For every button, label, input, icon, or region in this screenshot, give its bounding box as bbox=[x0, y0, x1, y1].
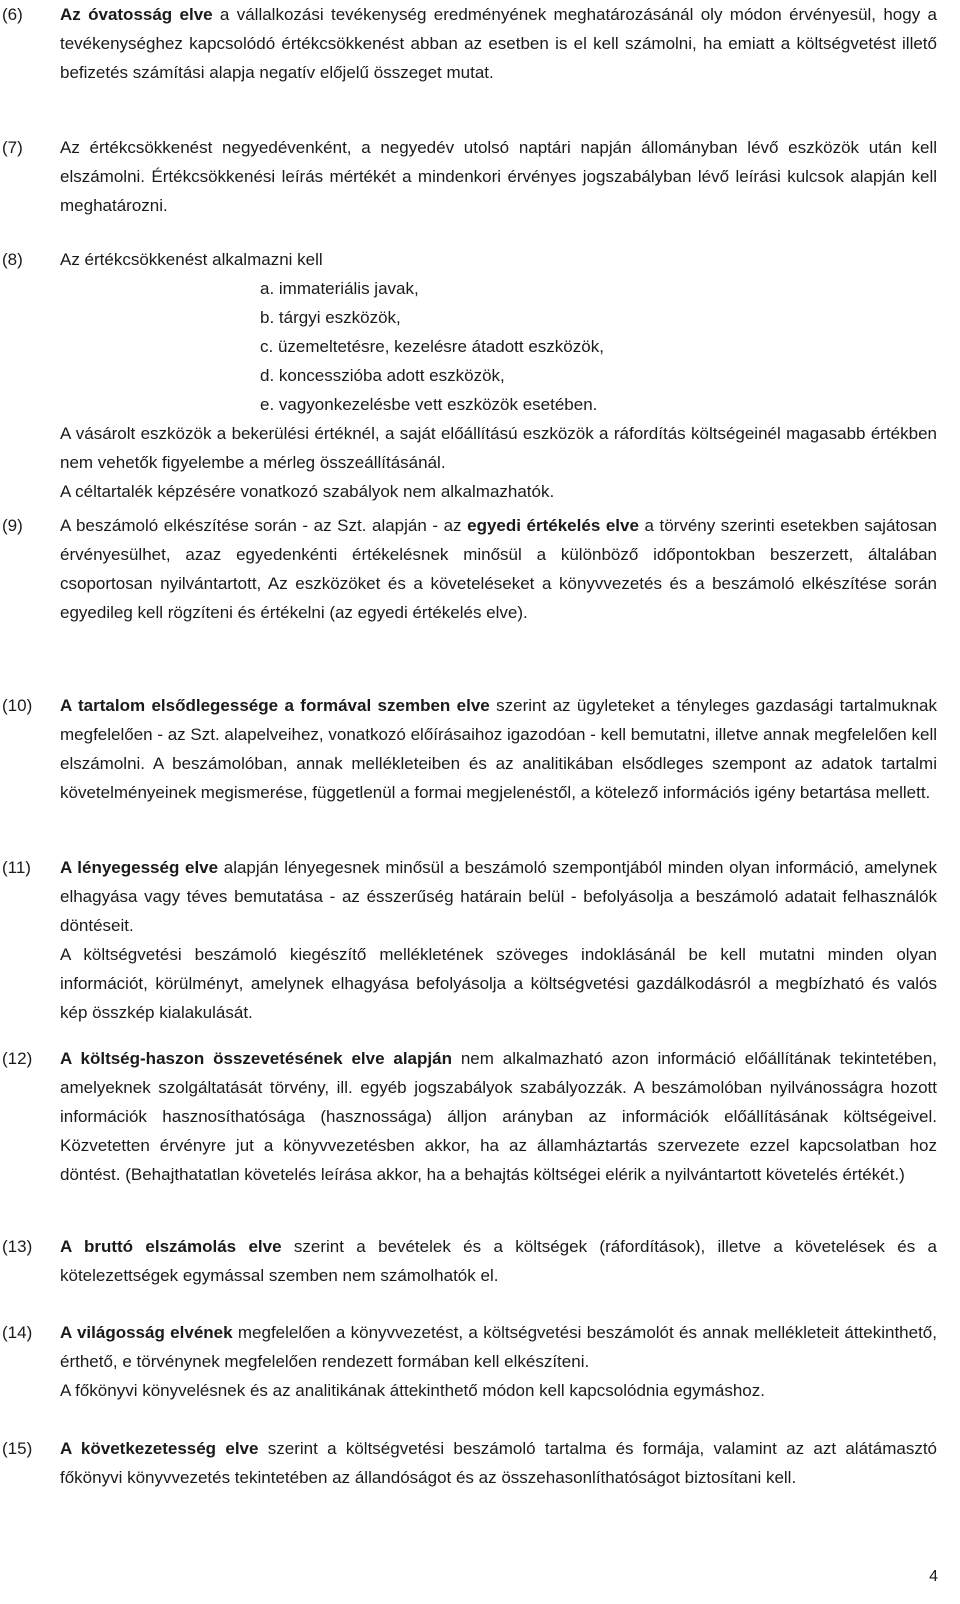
paragraph-text bbox=[60, 0, 937, 87]
paragraph-body bbox=[60, 133, 937, 220]
paragraph-body bbox=[60, 691, 937, 807]
paragraph-text bbox=[60, 1232, 937, 1290]
paragraph-text bbox=[60, 853, 937, 1027]
text-run: szerint a bevételek és a költségek (ráfordítások), illetve a követelések és a kötelezettségek egymással szemben nem számolhatók el. bbox=[60, 1237, 937, 1285]
text-run: szerint a költségvetési beszámoló tartalma és formája, valamint az azt alátámasztó főkönyvi könyvvezetés tekintetében az állandóságot és az összehasonlíthatóságot biztosítani kell. bbox=[60, 1439, 937, 1487]
bold-term: Az óvatosság elve bbox=[60, 5, 213, 24]
paragraph-number: (6) bbox=[2, 5, 23, 24]
paragraph-body bbox=[60, 1434, 937, 1492]
list-item: b. tárgyi eszközök, bbox=[260, 308, 401, 327]
paragraph-number: (15) bbox=[2, 1439, 33, 1458]
paragraph-continuation: A főkönyvi könyvelésnek és az analitikának áttekinthető módon kell kapcsolódnia egymáshoz. bbox=[60, 1381, 765, 1400]
paragraph-text bbox=[60, 1318, 937, 1405]
paragraph-text bbox=[60, 511, 937, 627]
text-run: A beszámoló elkészítése során - az Szt. alapján - az bbox=[60, 516, 468, 535]
paragraph-continuation: A vásárolt eszközök a bekerülési értéknél, a saját előállítású eszközök a ráfordítás költségeinél magasabb értékben nem vehetők figyelembe a mérleg összeállításánál. bbox=[60, 424, 937, 472]
bold-term: A tartalom elsődlegessége a formával szemben elve bbox=[60, 696, 490, 715]
list-item: e. vagyonkezelésbe vett eszközök esetében. bbox=[260, 395, 598, 414]
paragraph-body bbox=[60, 511, 937, 627]
bold-term: A következetesség elve bbox=[60, 1439, 259, 1458]
text-run: Az értékcsökkenést negyedévenként, a negyedév utolsó naptári napján állományban lévő eszközök után kell elszámolni. Értékcsökkenési leírás mértékét a mindenkori érvényes jogszabályban lévő leírási kulcsok alapján kell meghatározni. bbox=[60, 138, 937, 215]
paragraph-body bbox=[60, 0, 937, 87]
paragraph-body bbox=[60, 853, 937, 940]
paragraph-number: (13) bbox=[2, 1237, 33, 1256]
paragraph-text bbox=[60, 1044, 937, 1189]
page-number: 4 bbox=[929, 1568, 938, 1585]
paragraph-text bbox=[60, 133, 937, 220]
paragraph-continuation: A költségvetési beszámoló kiegészítő mellékletének szöveges indoklásánál be kell mutatni minden olyan információt, körülményt, amelynek elhagyása befolyásolja a költségvetési gazdálkodásról a megbízható és valós kép összkép kialakulását. bbox=[60, 945, 937, 1022]
bold-term: A bruttó elszámolás elve bbox=[60, 1237, 282, 1256]
paragraph-text bbox=[60, 245, 937, 506]
paragraph-continuation: A céltartalék képzésére vonatkozó szabályok nem alkalmazhatók. bbox=[60, 482, 555, 501]
paragraph-text bbox=[60, 691, 937, 807]
text-run: alapján lényegesnek minősül a beszámoló szempontjából minden olyan információ, amelynek elhagyása vagy téves bemutatása - az ésszerűség határain belül - befolyásolja a beszámoló adatait felhasználók döntéseit. bbox=[60, 858, 937, 935]
bold-term: egyedi értékelés elve bbox=[467, 516, 639, 535]
list-item: d. koncesszióba adott eszközök, bbox=[260, 366, 505, 385]
paragraph-number: (8) bbox=[2, 250, 23, 269]
bold-term: A lényegesség elve bbox=[60, 858, 219, 877]
bold-term: A világosság elvének bbox=[60, 1323, 233, 1342]
bold-term: A költség-haszon összevetésének elve alapján bbox=[60, 1049, 452, 1068]
paragraph-number: (14) bbox=[2, 1323, 33, 1342]
paragraph-body bbox=[60, 1318, 937, 1376]
text-run: megfelelően a könyvvezetést, a költségvetési beszámolót és annak mellékleteit áttekinthető, érthető, e törvénynek megfelelően rendezett formában kell elkészíteni. bbox=[60, 1323, 937, 1371]
paragraph-number: (7) bbox=[2, 138, 23, 157]
text-run: a vállalkozási tevékenység eredményének meghatározásánál oly módon érvényesül, hogy a tevékenységhez kapcsolódó értékcsökkenést abban az esetben is el kell számolni, ha emiatt a költségvetést illető befizetés számítási alapja negatív előjelű összeget mutat. bbox=[60, 5, 937, 82]
paragraph-number: (9) bbox=[2, 516, 23, 535]
paragraph-text bbox=[60, 1434, 937, 1492]
list-item: c. üzemeltetésre, kezelésre átadott eszközök, bbox=[260, 337, 604, 356]
list-intro: Az értékcsökkenést alkalmazni kell bbox=[60, 250, 323, 269]
text-run: nem alkalmazható azon információ előállítának tekintetében, amelyeknek szolgáltatását törvény, ill. egyéb jogszabályok szabályozzák. A beszámolóban nyilvánosságra hozott információk hasznosíthatósága (hasznossága) álljon arányban az információk előállításának költségeivel. Közvetetten érvényre jut a könyvvezetésben akkor, ha az államháztartás szervezete ezzel kapcsolatban hoz döntést. (Behajthatatlan követelés leírása akkor, ha a behajtás költségei elérik a nyilvántartott követelés értékét.) bbox=[60, 1049, 937, 1184]
text-run: szerint az ügyleteket a tényleges gazdasági tartalmuknak megfelelően - az Szt. alapelveihez, vonatkozó előírásaihoz igazodóan - kell bemutatni, illetve annak megfelelően kell elszámolni. A beszámolóban, annak mellékleteiben és az analitikában elsődleges szempont az adatok tartalmi követelményeinek megismerése, függetlenül a formai megjelenéstől, a kötelező információs igény betartása mellett. bbox=[60, 696, 937, 802]
paragraph-body bbox=[60, 1232, 937, 1290]
paragraph-number: (11) bbox=[2, 858, 31, 877]
paragraph-number: (10) bbox=[2, 696, 33, 715]
text-run: a törvény szerinti esetekben sajátosan érvényesülhet, azaz egyedenkénti értékelésnek minősül a különböző időpontokban beszerzett, általában csoportosan nyilvántartott, Az eszközöket és a követeléseket a könyvvezetés és a beszámoló elkészítése során egyedileg kell rögzíteni és értékelni (az egyedi értékelés elve). bbox=[60, 516, 937, 622]
list-item: a. immateriális javak, bbox=[260, 279, 419, 298]
paragraph-body bbox=[60, 1044, 937, 1189]
asset-list bbox=[60, 274, 937, 419]
paragraph-number: (12) bbox=[2, 1049, 33, 1068]
